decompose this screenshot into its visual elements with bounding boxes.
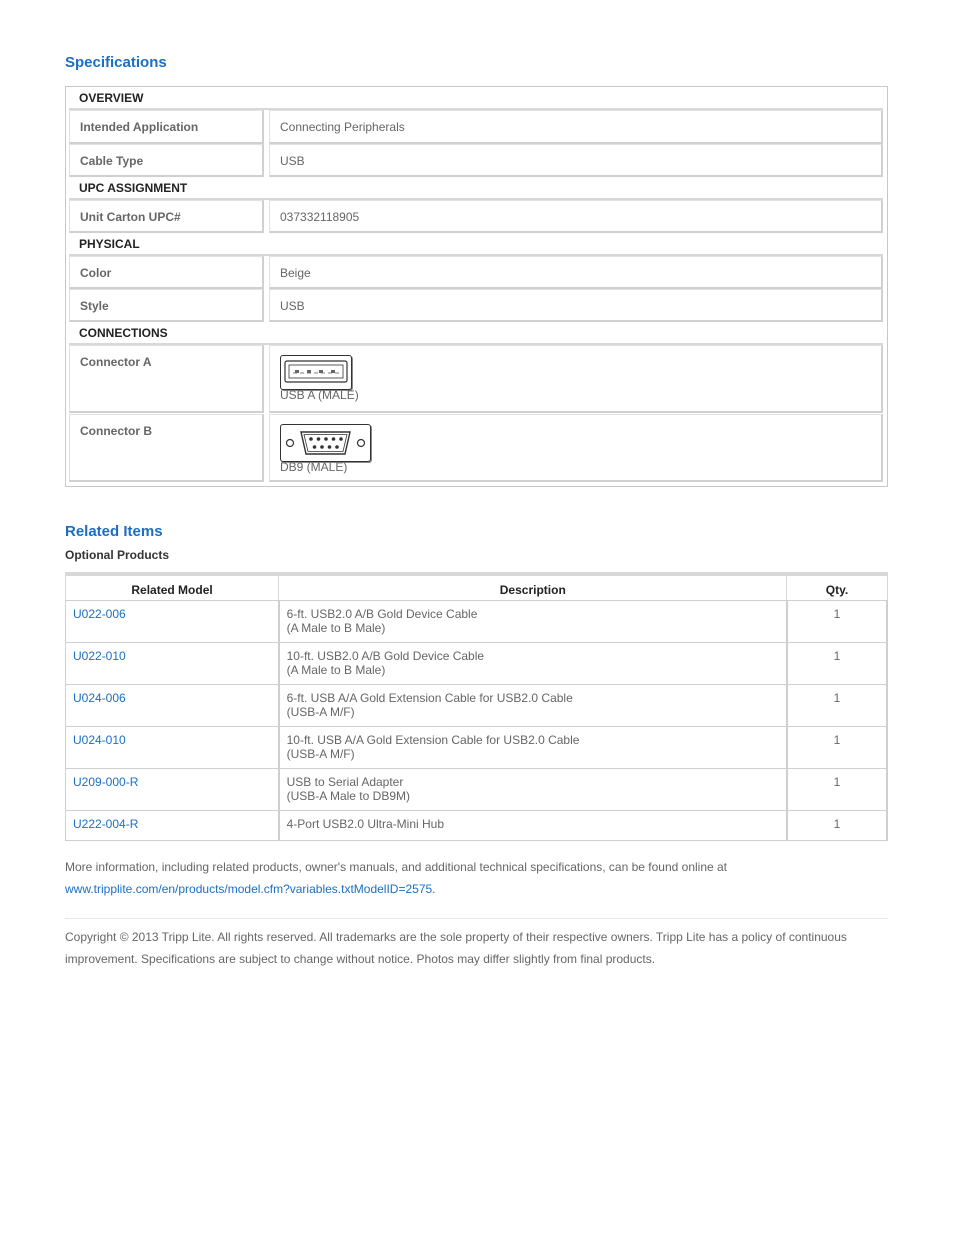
description-subline: (USB-A M/F) [286,704,355,719]
description-line: 4-Port USB2.0 Ultra-Mini Hub [286,816,445,831]
spec-label: Connector A [69,345,264,413]
specifications-heading: Specifications [65,54,167,71]
spec-row-connector-a [69,345,883,413]
usb-a-connector-icon [280,355,352,390]
related-items-table [65,572,888,841]
qty-cell: 1 [787,684,887,726]
description-subline: (A Male to B Male) [286,662,386,677]
spec-value: USB [269,144,883,177]
table-row [66,600,888,642]
more-info-text: More information, including related products, owner's manuals, and additional technical specifications, can be found online at [65,860,728,874]
spec-label: Cable Type [69,144,264,177]
table-row [66,726,888,768]
description-line: 6-ft. USB A/A Gold Extension Cable for USB2.0 Cable [286,690,573,705]
description-subline: (USB-A M/F) [286,746,355,761]
spec-value-connector-b [269,414,883,482]
spec-row [69,200,883,233]
group-heading-overview: OVERVIEW [69,87,883,110]
spec-row [69,289,883,322]
column-header-qty: Qty. [787,574,887,600]
qty-cell: 1 [787,726,887,768]
description-cell [279,768,787,810]
description-line: 10-ft. USB2.0 A/B Gold Device Cable [286,648,485,663]
connector-a-caption: USB A (MALE) [280,388,359,402]
model-link[interactable]: U209-000-R [73,774,139,789]
description-cell [279,684,787,726]
more-info-suffix: . [432,882,436,896]
table-row [66,810,888,840]
product-page-link[interactable]: www.tripplite.com/en/products/model.cfm?variables.txtModelID=2575 [65,882,433,896]
table-row [66,684,888,726]
spec-value: Connecting Peripherals [269,110,883,144]
model-link[interactable]: U024-010 [73,732,126,747]
spec-label: Connector B [69,414,264,482]
description-subline: (USB-A Male to DB9M) [286,788,410,803]
group-heading-upc: UPC ASSIGNMENT [69,177,883,200]
qty-cell: 1 [787,600,887,642]
model-link[interactable]: U022-010 [73,648,126,663]
spec-label: Unit Carton UPC# [69,200,264,233]
model-link[interactable]: U024-006 [73,690,126,705]
model-link[interactable]: U222-004-R [73,816,139,831]
spec-row [69,256,883,289]
copyright-notice: Copyright © 2013 Tripp Lite. All rights reserved. All trademarks are the sole property of their respective owners. Tripp Lite has a policy of continuous improvement. Specifications are subject to change without notice. Photos may differ slightly from final products. [65,930,847,966]
column-header-model: Related Model [66,574,279,600]
group-heading-connections: CONNECTIONS [69,322,883,345]
connector-b-caption: DB9 (MALE) [280,460,348,474]
description-line: USB to Serial Adapter [286,774,404,789]
spec-label: Style [69,289,264,322]
description-cell [279,600,787,642]
spec-value-connector-a [269,345,883,413]
description-cell [279,642,787,684]
spec-row [69,144,883,177]
qty-cell: 1 [787,642,887,684]
spec-label: Color [69,256,264,289]
specifications-table [65,86,888,487]
table-row [66,768,888,810]
spec-value: USB [269,289,883,322]
spec-row-connector-b [69,414,883,482]
description-subline: (A Male to B Male) [286,620,386,635]
group-heading-physical: PHYSICAL [69,233,883,256]
description-line: 10-ft. USB A/A Gold Extension Cable for USB2.0 Cable [286,732,580,747]
optional-products-heading: Optional Products [65,548,170,562]
qty-cell: 1 [787,768,887,810]
related-items-heading: Related Items [65,523,163,540]
divider [65,918,888,919]
table-header-row [66,574,888,600]
description-cell [279,726,787,768]
spec-value: Beige [269,256,883,289]
description-line: 6-ft. USB2.0 A/B Gold Device Cable [286,606,478,621]
spec-row [69,110,883,144]
qty-cell: 1 [787,810,887,840]
more-info-paragraph [65,856,888,900]
db9-connector-icon [280,424,371,462]
description-cell [279,810,787,840]
model-link[interactable]: U022-006 [73,606,126,621]
spec-label: Intended Application [69,110,264,144]
column-header-description: Description [279,574,787,600]
spec-value: 037332118905 [269,200,883,233]
table-row [66,642,888,684]
